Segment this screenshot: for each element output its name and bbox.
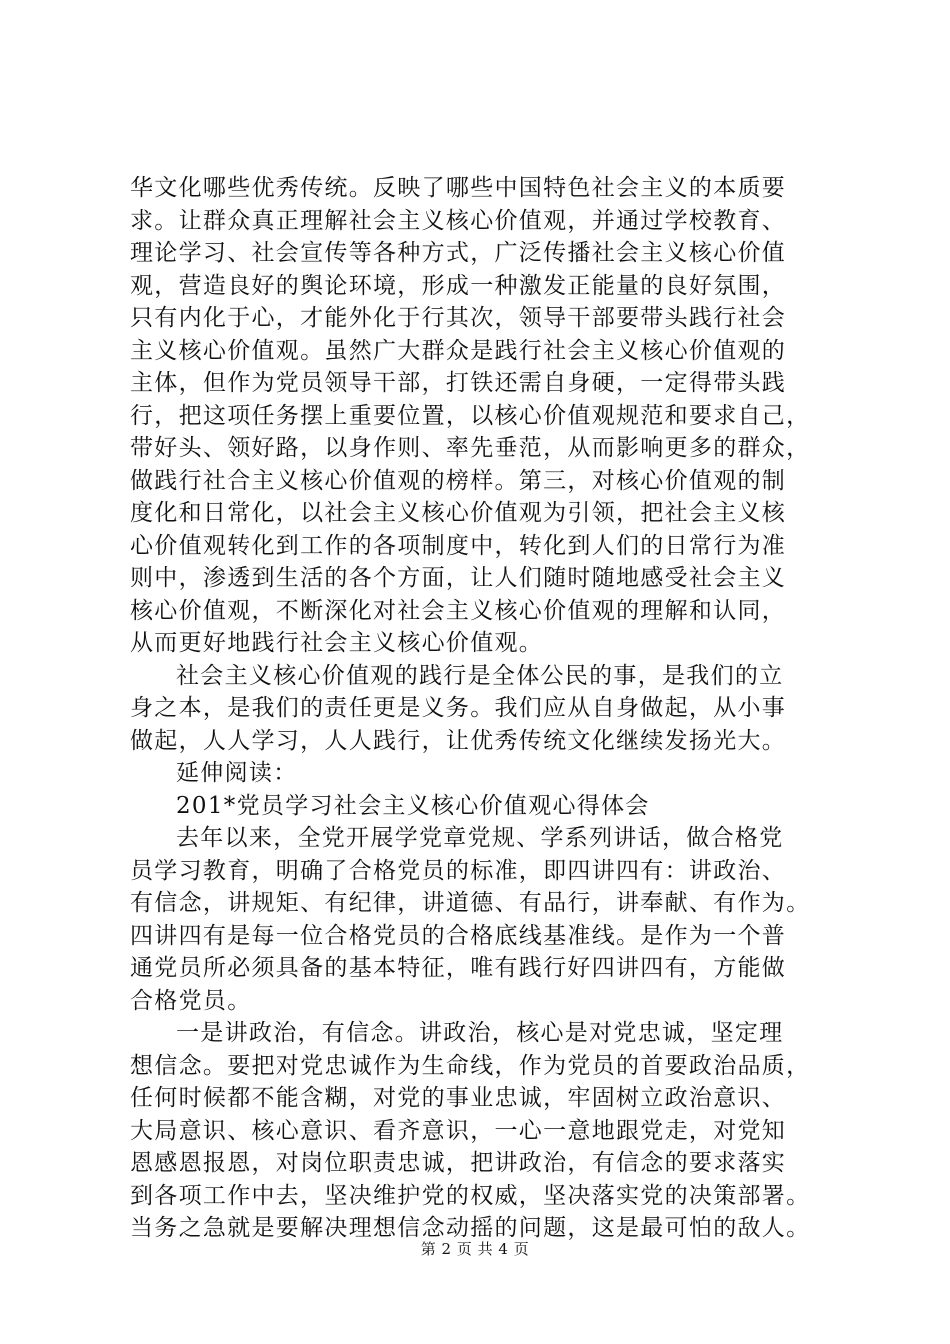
text-line: 观，营造良好的舆论环境，形成一种激发正能量的良好氛围， xyxy=(130,272,787,299)
text-line: 四讲四有是每一位合格党员的合格底线基准线。是作为一个普 xyxy=(130,922,787,949)
text-line: 核心价值观，不断深化对社会主义核心价值观的理解和认同， xyxy=(130,597,787,624)
text-line: 做起，人人学习，人人践行，让优秀传统文化继续发扬光大。 xyxy=(130,727,787,754)
text-line: 则中，渗透到生活的各个方面，让人们随时随地感受社会主义 xyxy=(130,565,787,591)
text-line: 一是讲政治，有信念。讲政治，核心是对党忠诚，坚定理 xyxy=(176,1020,784,1046)
text-line: 从而更好地践行社会主义核心价值观。 xyxy=(130,630,544,656)
text-line: 做践行社合主义核心价值观的榜样。第三，对核心价值观的制 xyxy=(130,467,787,494)
document-body xyxy=(130,172,830,1245)
text-line: 身之本，是我们的责任更是义务。我们应从自身做起，从小事 xyxy=(130,695,787,721)
text-line: 行，把这项任务摆上重要位置，以核心价值观规范和要求自己， xyxy=(130,402,811,429)
text-line: 任何时候都不能含糊，对党的事业忠诚，牢固树立政治意识、 xyxy=(130,1085,787,1111)
text-line: 只有内化于心，才能外化于行其次，领导干部要带头践行社会 xyxy=(130,305,787,331)
text-line: 想信念。要把对党忠诚作为生命线，作为党员的首要政治品质， xyxy=(130,1052,811,1079)
text-line: 大局意识、核心意识、看齐意识，一心一意地跟党走，对党知 xyxy=(130,1117,787,1144)
text-line: 社会主义核心价值观的践行是全体公民的事，是我们的立 xyxy=(176,662,784,689)
text-line: 华文化哪些优秀传统。反映了哪些中国特色社会主义的本质要 xyxy=(130,175,787,201)
text-line: 延伸阅读： xyxy=(176,760,298,786)
text-line: 恩感恩报恩，对岗位职责忠诚，把讲政治，有信念的要求落实 xyxy=(130,1150,787,1176)
text-line: 到各项工作中去，坚决维护党的权威，坚决落实党的决策部署。 xyxy=(130,1182,811,1209)
text-line: 主义核心价值观。虽然广大群众是践行社会主义核心价值观的 xyxy=(130,337,787,364)
page-footer: 第 2 页 共 4 页 xyxy=(420,1240,530,1258)
text-line: 度化和日常化，以社会主义核心价值观为引领，把社会主义核 xyxy=(130,500,787,526)
text-line: 201*党员学习社会主义核心价值观心得体会 xyxy=(176,792,650,819)
text-line: 理论学习、社会宣传等各种方式，广泛传播社会主义核心价值 xyxy=(130,240,787,266)
text-line: 当务之急就是要解决理想信念动摇的问题，这是最可怕的敌人。 xyxy=(130,1215,811,1241)
text-line: 去年以来，全党开展学党章党规、学系列讲话，做合格党 xyxy=(176,825,784,851)
text-line: 合格党员。 xyxy=(130,987,252,1014)
text-line: 求。让群众真正理解社会主义核心价值观，并通过学校教育、 xyxy=(130,207,787,234)
text-line: 带好头、领好路，以身作则、率先垂范，从而影响更多的群众， xyxy=(130,435,811,461)
text-line: 通党员所必须具备的基本特征，唯有践行好四讲四有，方能做 xyxy=(130,955,787,981)
text-line: 心价值观转化到工作的各项制度中，转化到人们的日常行为准 xyxy=(130,532,787,559)
text-line: 有信念，讲规矩、有纪律，讲道德、有品行，讲奉献、有作为。 xyxy=(130,890,811,916)
text-line: 主体，但作为党员领导干部，打铁还需自身硬，一定得带头践 xyxy=(130,370,787,396)
text-line: 员学习教育，明确了合格党员的标准，即四讲四有：讲政治、 xyxy=(130,857,787,884)
